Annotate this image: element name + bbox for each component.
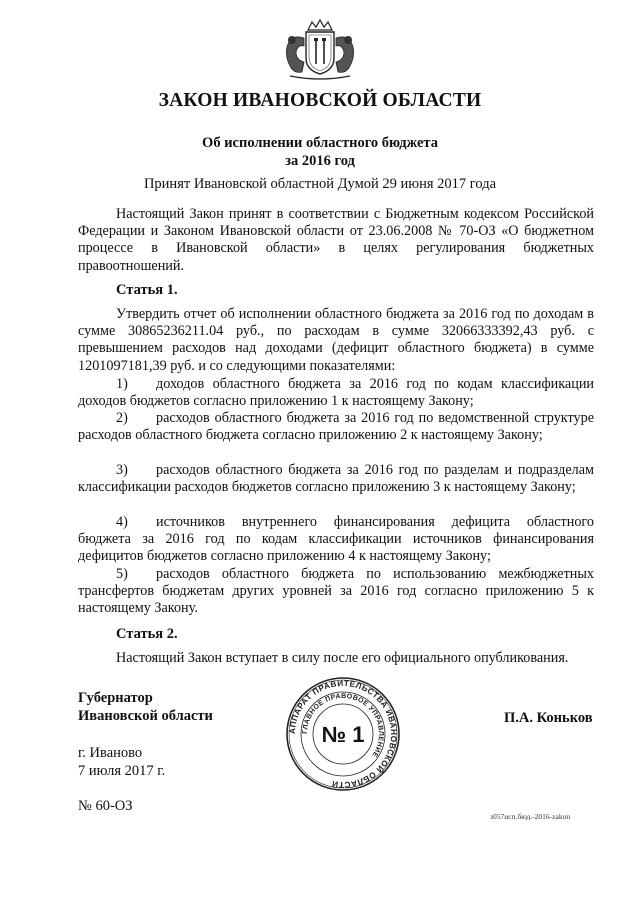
- list-item-number: 2): [116, 410, 128, 426]
- list-item-text: расходов областного бюджета по использованию межбюджетных трансфертов бюджетам других уровней за 2016 год согласно приложению 5 к настоящему Закону.: [78, 566, 594, 617]
- coat-of-arms-emblem: [272, 16, 368, 84]
- list-item-text: источников внутреннего финансирования дефицита областного бюджета за 2016 год по кодам классификации источников финансирования дефицитов бюджетов согласно приложению 4 к настоящему Закону;: [78, 514, 594, 565]
- law-number: № 60-ОЗ: [78, 798, 133, 814]
- law-subtitle: [0, 134, 640, 170]
- stamp-number: № 1: [321, 722, 365, 747]
- list-item-text: доходов областного бюджета за 2016 год по кодам классификации доходов бюджетов согласно приложению 1 к настоящему Закону;: [78, 376, 594, 410]
- article-1-heading: Статья 1.: [116, 282, 178, 298]
- list-item-number: 3): [116, 462, 128, 478]
- subtitle-line-2: за 2016 год: [285, 153, 355, 169]
- file-name: з057исп.бюд.-2016-zakon: [490, 812, 571, 821]
- list-item-text: расходов областного бюджета за 2016 год по ведомственной структуре расходов областного бюджета согласно приложению 2 к настоящему Закону;: [78, 410, 594, 444]
- list-item: [78, 376, 594, 410]
- stamp-inner-text: ГЛАВНОЕ ПРАВОВОЕ УПРАВЛЕНИЕ: [301, 692, 385, 759]
- official-stamp: [285, 676, 401, 792]
- list-item-number: 4): [116, 514, 128, 530]
- intro-paragraph: Настоящий Закон принят в соответствии с Бюджетным кодексом Российской Федерации и Законом Ивановской области от 23.06.2008 № 70-ОЗ «О бюджетном процессе в Ивановской области» в целях регулирования бюджетных правоотношений.: [78, 206, 594, 274]
- list-item-number: 1): [116, 376, 128, 392]
- article-2-heading: Статья 2.: [116, 626, 178, 642]
- law-title: ЗАКОН ИВАНОВСКОЙ ОБЛАСТИ: [158, 90, 482, 111]
- stamp-outer-text: АППАРАТ ПРАВИТЕЛЬСТВА ИВАНОВСКОЙ ОБЛАСТИ: [287, 678, 399, 790]
- place-and-date: [78, 745, 165, 780]
- date: 7 июля 2017 г.: [78, 762, 166, 779]
- place: г. Иваново: [78, 745, 143, 761]
- subtitle-line-1: Об исполнении областного бюджета: [202, 135, 438, 151]
- article-2-text: Настоящий Закон вступает в силу после его официального опубликования.: [116, 650, 569, 666]
- list-item: [78, 566, 594, 618]
- list-item-number: 5): [116, 566, 128, 582]
- list-item: [78, 514, 594, 566]
- adoption-line: Принят Ивановской областной Думой 29 июня 2017 года: [143, 176, 497, 192]
- signatory-position-line-1: Губернатор: [78, 690, 153, 706]
- list-item: [78, 410, 594, 444]
- list-item: [78, 462, 594, 496]
- signatory-name: П.А. Коньков: [504, 710, 593, 726]
- article-1-text: Утвердить отчет об исполнении областного бюджета за 2016 год по доходам в сумме 30865236211.04 руб., по расходам в сумме 32066333392,43 руб. с превышением расходов над доходами (дефицит областного бюджета) в сумме 1201097181,39 руб. и со следующими показателями:: [78, 306, 594, 374]
- list-item-text: расходов областного бюджета за 2016 год по разделам и подразделам классификации расходов бюджетов согласно приложению 3 к настоящему Закону;: [78, 462, 594, 496]
- signatory-position-line-2: Ивановской области: [78, 707, 213, 724]
- signatory-position: [78, 690, 213, 725]
